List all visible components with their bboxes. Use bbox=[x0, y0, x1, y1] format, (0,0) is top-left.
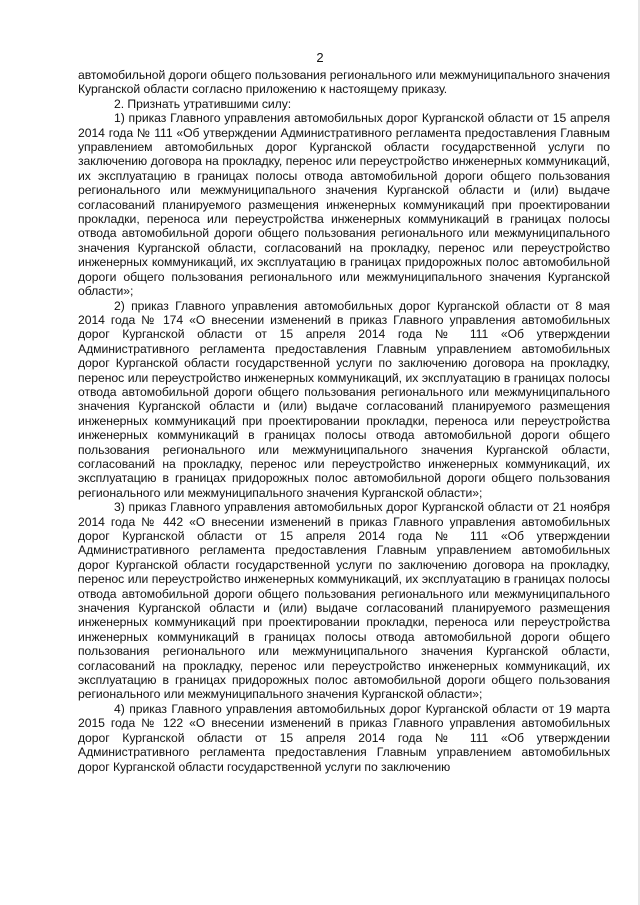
paragraph-subitem-2: 2) приказ Главного управления автомобильных дорог Курганской области от 8 мая 2014 года № 174 «О внесении изменений в приказ Главного управления автомобильных дорог Курганской области от 15 апреля 2014 года № 111 «Об утверждении Административного регламента предоставления Главным управлением автомобильных дорог Курганской области государственной услуги по заключению договора на прокладку, перенос или переустройство инженерных коммуникаций, их эксплуатацию в границах полосы отвода автомобильной дороги общего пользования регионального или межмуниципального значения Курганской области и (или) выдаче согласований планируемого размещения инженерных коммуникаций при проектировании прокладки, переноса или переустройства инженерных коммуникаций в границах полосы отвода автомобильной дороги общего пользования регионального или межмуниципального значения Курганской области, согласований на прокладку, перенос или переустройство инженерных коммуникаций, их эксплуатацию в границах придорожных полос автомобильной дороги общего пользования регионального или межмуниципального значения Курганской области»; bbox=[78, 298, 610, 500]
paragraph-subitem-3: 3) приказ Главного управления автомобильных дорог Курганской области от 21 ноября 2014 года № 442 «О внесении изменений в приказ Главного управления автомобильных дорог Курганской области от 15 апреля 2014 года № 111 «Об утверждении Административного регламента предоставления Главным управлением автомобильных дорог Курганской области государственной услуги по заключению договора на прокладку, перенос или переустройство инженерных коммуникаций, их эксплуатацию в границах полосы отвода автомобильной дороги общего пользования регионального или межмуниципального значения Курганской области и (или) выдаче согласований планируемого размещения инженерных коммуникаций при проектировании прокладки, переноса или переустройства инженерных коммуникаций в границах полосы отвода автомобильной дороги общего пользования регионального или межмуниципального значения Курганской области, согласований на прокладку, перенос или переустройство инженерных коммуникаций, их эксплуатацию в границах придорожных полос автомобильной дороги общего пользования регионального или межмуниципального значения Курганской области»; bbox=[78, 500, 610, 702]
paragraph-item-2-heading: 2. Признать утратившими силу: bbox=[114, 96, 292, 111]
page-number: 2 bbox=[316, 50, 324, 65]
document-body bbox=[78, 68, 610, 774]
paragraph-subitem-1: 1) приказ Главного управления автомобильных дорог Курганской области от 15 апреля 2014 года № 111 «Об утверждении Административного регламента предоставления Главным управлением автомобильных дорог Курганской области государственной услуги по заключению договора на прокладку, перенос или переустройство инженерных коммуникаций, их эксплуатацию в границах полосы отвода автомобильной дороги общего пользования регионального или межмуниципального значения Курганской области и (или) выдаче согласований планируемого размещения инженерных коммуникаций при проектировании прокладки, переноса или переустройства инженерных коммуникаций в границах полосы отвода автомобильной дороги общего пользования регионального или межмуниципального значения Курганской области, согласований на прокладку, перенос или переустройство инженерных коммуникаций, их эксплуатацию в границах придорожных полос автомобильной дороги общего пользования регионального или межмуниципального значения Курганской области»; bbox=[78, 111, 610, 299]
paragraph-continuation: автомобильной дороги общего пользования регионального или межмуниципального значения Курганской области согласно приложению к настоящему приказу. bbox=[78, 68, 610, 97]
paragraph-subitem-4: 4) приказ Главного управления автомобильных дорог Курганской области от 19 марта 2015 года № 122 «О внесении изменений в приказ Главного управления автомобильных дорог Курганской области от 15 апреля 2014 года № 111 «Об утверждении Административного регламента предоставления Главным управлением автомобильных дорог Курганской области государственной услуги по заключению bbox=[78, 701, 610, 774]
